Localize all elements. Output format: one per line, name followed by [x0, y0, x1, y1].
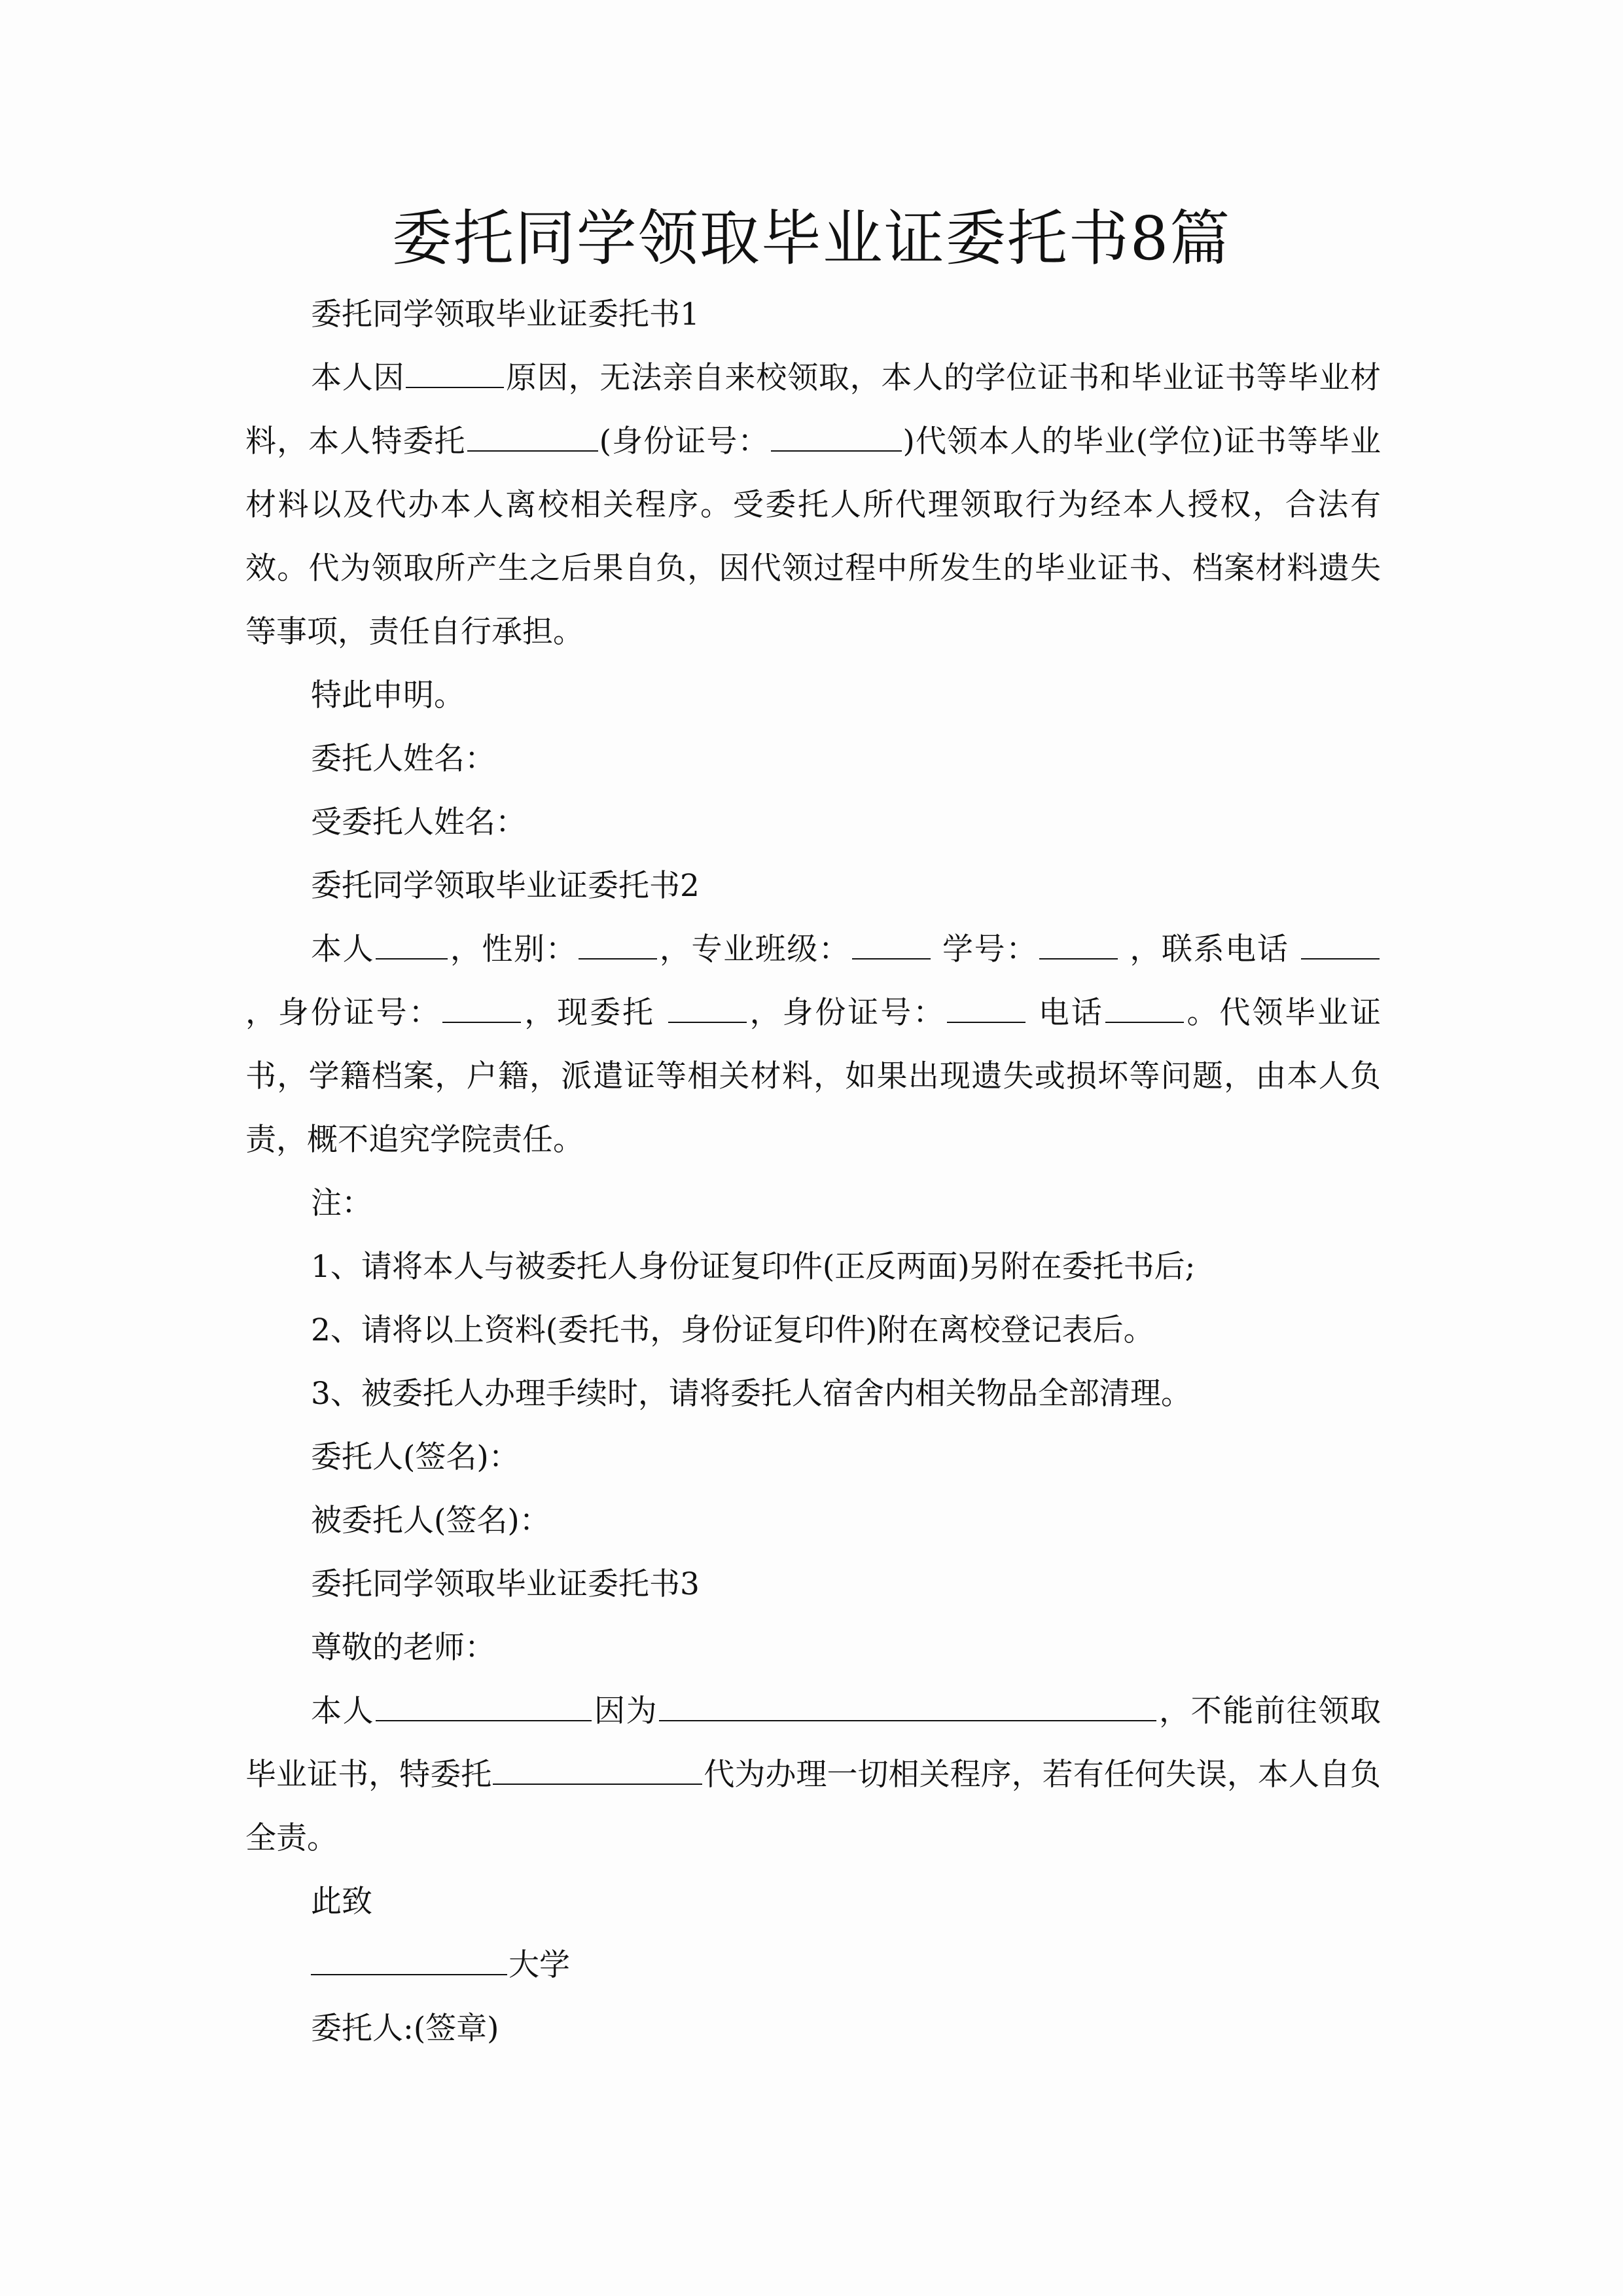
blank-student-id	[1039, 932, 1118, 960]
principal-name-label: 委托人姓名：	[311, 741, 495, 777]
section-heading-2: 委托同学领取毕业证委托书2	[311, 868, 700, 904]
text-segment: 本人	[311, 931, 375, 967]
section-heading-1: 委托同学领取毕业证委托书1	[311, 296, 700, 332]
salutation: 尊敬的老师：	[311, 1630, 495, 1666]
blank-university	[311, 1948, 507, 1975]
closing: 此致	[311, 1884, 372, 1920]
text-segment: ，不能前往领取毕业证书，特委托	[245, 1693, 1382, 1793]
blank-major	[852, 932, 931, 960]
statement: 特此申明。	[311, 677, 465, 713]
note-label: 注：	[311, 1185, 372, 1221]
principal-sign-label: 委托人(签名)：	[311, 1439, 520, 1475]
text-segment: 大学	[508, 1947, 570, 1983]
blank-agent-name	[467, 424, 598, 452]
note-item-2: 2、请将以上资料(委托书，身份证复印件)附在离校登记表后。	[311, 1312, 1154, 1348]
text-segment: 因为	[593, 1693, 658, 1729]
university-line	[245, 1933, 1381, 1997]
text-segment: ，专业班级：	[658, 931, 851, 967]
text-segment: 原因，无法亲自来校领取，本人的学位证书和毕业证书等毕业材料，本人特委托	[245, 360, 1382, 459]
note-item-3: 3、被委托人办理手续时，请将委托人宿舍内相关物品全部清理。	[311, 1376, 1192, 1412]
section-1-paragraph	[245, 346, 1381, 664]
section-3-paragraph	[245, 1679, 1381, 1870]
blank-name	[376, 1694, 592, 1721]
text-segment: ，身份证号：	[245, 995, 442, 1031]
blank-agent-id	[947, 996, 1026, 1023]
text-segment: ，现委托	[522, 995, 655, 1031]
agent-name-label: 受委托人姓名：	[311, 804, 526, 840]
text-segment: ，身份证号：	[747, 995, 946, 1031]
blank-id	[442, 996, 521, 1023]
text-segment: 电话	[1038, 995, 1104, 1031]
document-title: 委托同学领取毕业证委托书8篇	[391, 204, 1232, 274]
text-segment: ，性别：	[449, 931, 578, 967]
note-item-1: 1、请将本人与被委托人身份证复印件(正反两面)另附在委托书后;	[311, 1249, 1196, 1285]
blank-agent	[668, 996, 747, 1023]
text-segment: (身份证号：	[599, 423, 770, 459]
text-segment: 本人	[311, 1693, 375, 1729]
blank-agent-id	[771, 424, 902, 452]
blank-agent-phone	[1105, 996, 1184, 1023]
blank-phone	[1301, 932, 1380, 960]
section-2-paragraph	[245, 918, 1381, 1172]
blank-agent	[493, 1757, 702, 1785]
principal-seal-label: 委托人:(签章)	[311, 2011, 499, 2047]
text-segment: ，联系电话	[1130, 931, 1289, 967]
blank-reason	[406, 361, 504, 388]
blank-name	[376, 932, 448, 960]
text-segment: 本人因	[311, 360, 405, 396]
text-segment: 学号：	[942, 931, 1038, 967]
section-heading-3: 委托同学领取毕业证委托书3	[311, 1566, 700, 1602]
agent-sign-label: 被委托人(签名)：	[311, 1503, 550, 1539]
blank-reason	[659, 1694, 1156, 1721]
document-body	[245, 283, 1381, 2060]
text-segment: 代为办理一切相关程序，若有任何失误，本人自负全责。	[245, 1757, 1382, 1856]
text-segment: 。代领毕业证书，学籍档案，户籍，派遣证等相关材料，如果出现遗失或损坏等问题，由本人负责，概不追究学院责任。	[245, 995, 1382, 1158]
text-segment: )代领本人的毕业(学位)证书等毕业材料以及代办本人离校相关程序。受委托人所代理领取行为经本人授权，合法有效。代为领取所产生之后果自负，因代领过程中所发生的毕业证书、档案材料遗失等事项，责任自行承担。	[245, 423, 1381, 650]
blank-gender	[579, 932, 657, 960]
